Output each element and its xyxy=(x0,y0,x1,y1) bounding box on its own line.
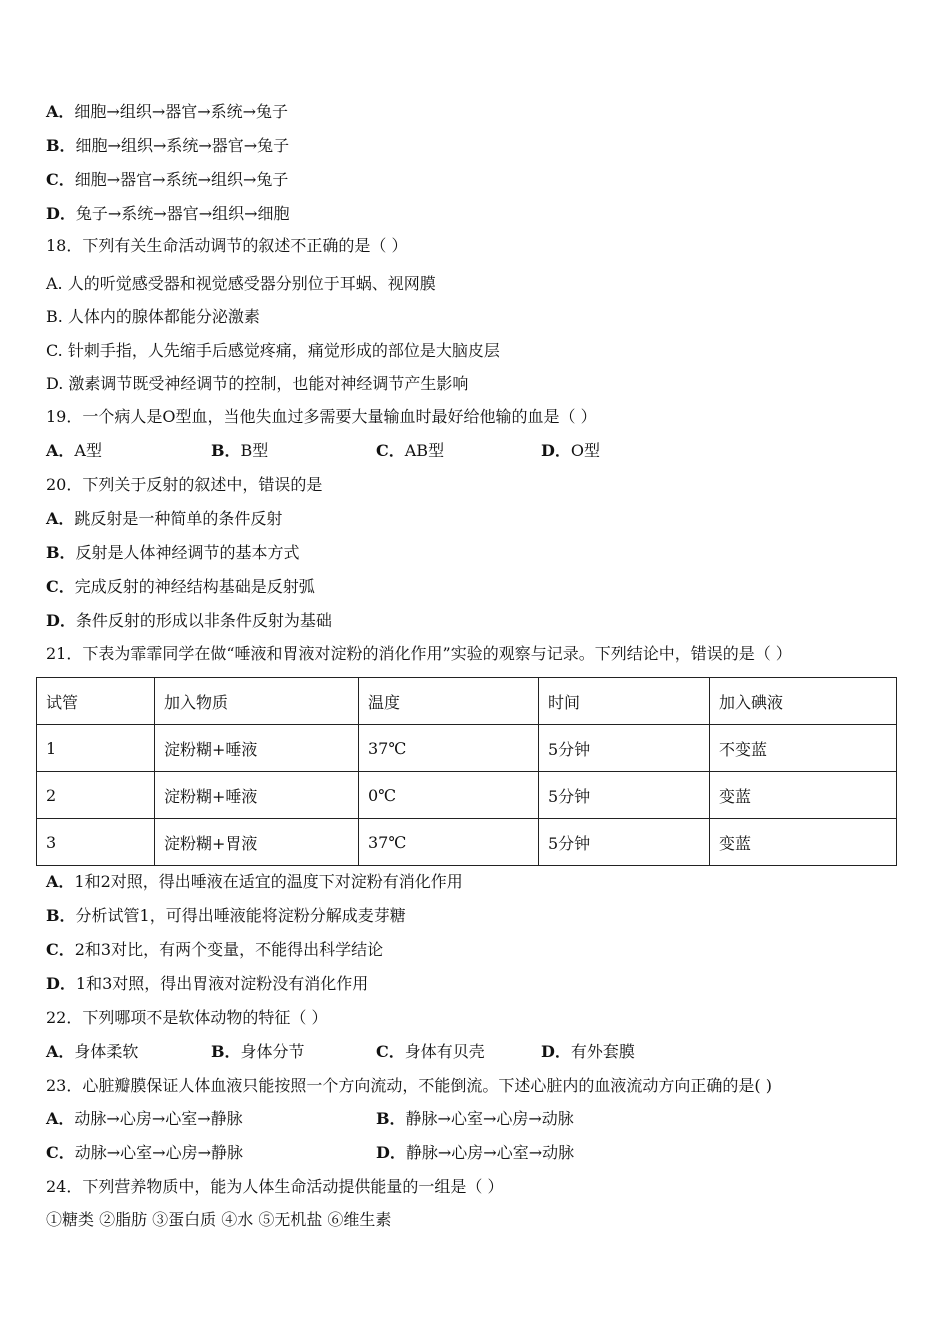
q23-option-b: B．静脉→心室→心房→动脉 xyxy=(376,1109,574,1128)
q20-option-b: B．反射是人体神经调节的基本方式 xyxy=(46,543,300,562)
q24-stem: 24．下列营养物质中，能为人体生命活动提供能量的一组是（ ） xyxy=(46,1177,504,1196)
table-cell: 淀粉糊+唾液 xyxy=(155,725,359,772)
table-cell: 不变蓝 xyxy=(710,725,897,772)
table-header-cell: 时间 xyxy=(539,678,710,725)
q22-option-a: A．身体柔软 xyxy=(46,1042,139,1061)
q22-option-d: D．有外套膜 xyxy=(541,1042,635,1061)
table-cell: 淀粉糊+唾液 xyxy=(155,772,359,819)
q23-option-a: A．动脉→心房→心室→静脉 xyxy=(46,1109,243,1128)
q21-option-c: C．2和3对比，有两个变量，不能得出科学结论 xyxy=(46,940,384,959)
q18-option-c: C. 针刺手指，人先缩手后感觉疼痛，痛觉形成的部位是大脑皮层 xyxy=(46,341,500,360)
table-header-cell: 温度 xyxy=(359,678,539,725)
table-cell: 37℃ xyxy=(359,725,539,772)
q17-option-d: D．兔子→系统→器官→组织→细胞 xyxy=(46,204,290,223)
table-cell: 淀粉糊+胃液 xyxy=(155,819,359,866)
q19-stem: 19．一个病人是O型血，当他失血过多需要大量输血时最好给他输的血是（ ） xyxy=(46,407,597,426)
q20-option-c: C．完成反射的神经结构基础是反射弧 xyxy=(46,577,315,596)
q18-option-b: B. 人体内的腺体都能分泌激素 xyxy=(46,307,260,326)
q20-option-d: D．条件反射的形成以非条件反射为基础 xyxy=(46,611,332,630)
table-cell: 变蓝 xyxy=(710,772,897,819)
q17-option-b: B．细胞→组织→系统→器官→兔子 xyxy=(46,136,290,155)
q19-option-a: A．A型 xyxy=(46,441,102,460)
table-cell: 5分钟 xyxy=(539,725,710,772)
table-header-cell: 加入物质 xyxy=(155,678,359,725)
q21-option-b: B．分析试管1，可得出唾液能将淀粉分解成麦芽糖 xyxy=(46,906,406,925)
q19-option-d: D．O型 xyxy=(541,441,601,460)
table-cell: 2 xyxy=(37,772,155,819)
table-cell: 变蓝 xyxy=(710,819,897,866)
q22-option-c: C．身体有贝壳 xyxy=(376,1042,485,1061)
q19-option-b: B．B型 xyxy=(211,441,269,460)
table-cell: 5分钟 xyxy=(539,819,710,866)
q22-option-b: B．身体分节 xyxy=(211,1042,305,1061)
q21-option-d: D．1和3对照，得出胃液对淀粉没有消化作用 xyxy=(46,974,369,993)
table-row xyxy=(37,819,897,866)
q18-option-d: D. 激素调节既受神经调节的控制，也能对神经调节产生影响 xyxy=(46,374,469,393)
experiment-table xyxy=(36,677,897,866)
table-cell: 3 xyxy=(37,819,155,866)
table-header-cell: 加入碘液 xyxy=(710,678,897,725)
table-cell: 0℃ xyxy=(359,772,539,819)
q17-option-c: C．细胞→器官→系统→组织→兔子 xyxy=(46,170,289,189)
q23-stem: 23．心脏瓣膜保证人体血液只能按照一个方向流动，不能倒流。下述心脏内的血液流动方向正确的是( ) xyxy=(46,1076,772,1095)
table-header-cell: 试管 xyxy=(37,678,155,725)
table-cell: 1 xyxy=(37,725,155,772)
q23-option-d: D．静脉→心房→心室→动脉 xyxy=(376,1143,575,1162)
table-row xyxy=(37,772,897,819)
q24-items: ①糖类 ②脂肪 ③蛋白质 ④水 ⑤无机盐 ⑥维生素 xyxy=(46,1210,392,1229)
q20-option-a: A．跳反射是一种简单的条件反射 xyxy=(46,509,283,528)
q18-stem: 18．下列有关生命活动调节的叙述不正确的是（ ） xyxy=(46,236,408,255)
q22-stem: 22．下列哪项不是软体动物的特征（ ） xyxy=(46,1008,328,1027)
q23-option-c: C．动脉→心室→心房→静脉 xyxy=(46,1143,243,1162)
table-row xyxy=(37,725,897,772)
q21-stem: 21．下表为霏霏同学在做“唾液和胃液对淀粉的消化作用”实验的观察与记录。下列结论中，错误的是（ ） xyxy=(46,644,792,663)
table-cell: 5分钟 xyxy=(539,772,710,819)
table-header-row xyxy=(37,678,897,725)
q19-option-c: C．AB型 xyxy=(376,441,445,460)
q21-option-a: A．1和2对照，得出唾液在适宜的温度下对淀粉有消化作用 xyxy=(46,872,463,891)
q17-option-a: A．细胞→组织→器官→系统→兔子 xyxy=(46,102,289,121)
q20-stem: 20．下列关于反射的叙述中，错误的是 xyxy=(46,475,323,494)
table-cell: 37℃ xyxy=(359,819,539,866)
q18-option-a: A. 人的听觉感受器和视觉感受器分别位于耳蜗、视网膜 xyxy=(46,274,436,293)
